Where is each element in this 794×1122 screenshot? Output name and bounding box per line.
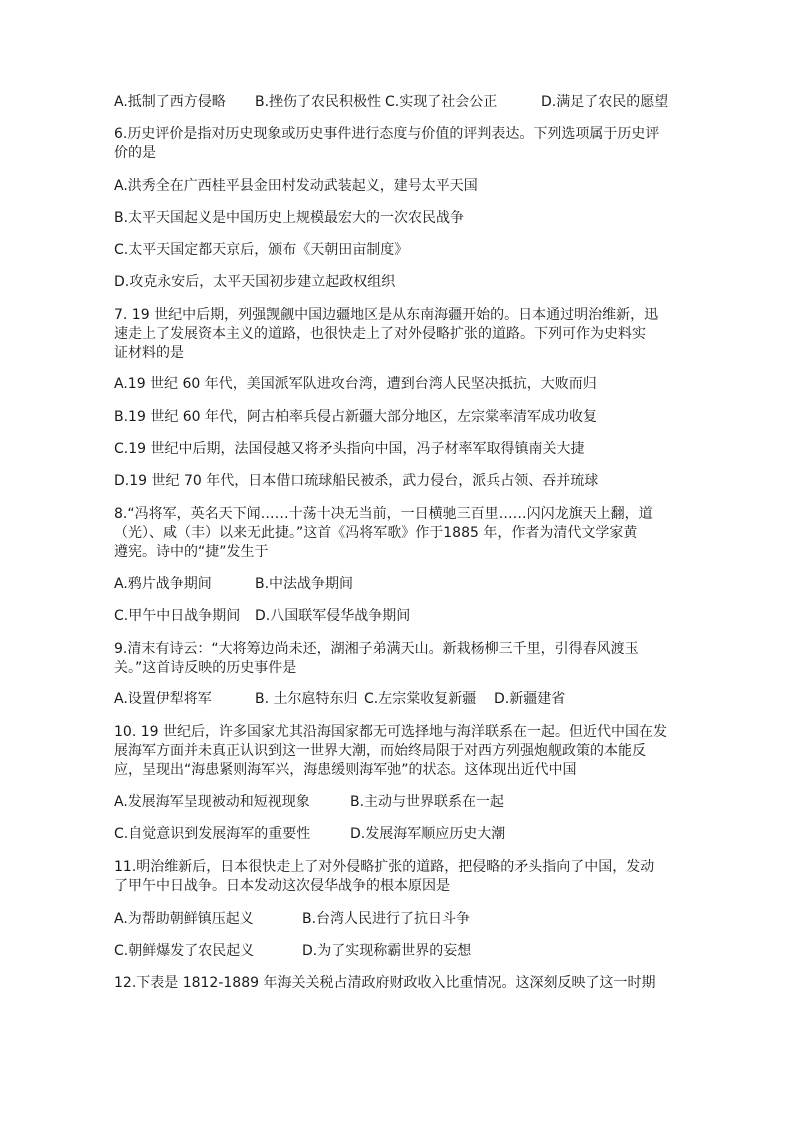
q6-stem-line-2: 价的是 [114,145,156,161]
q11-option-a[interactable]: A.为帮助朝鲜镇压起义 [114,911,254,927]
q10-stem-line-2: 展海军方面并未真正认识到这一世界大潮，而始终局限于对西方列强炮舰政策的本能反 [114,743,646,759]
q10-option-b[interactable]: B.主动与世界联系在一起 [350,794,505,810]
q9-stem-line-1: 9.清末有诗云：“大将筹边尚未还，湖湘子弟满天山。新栽杨柳三千里，引得春风渡玉 [114,641,639,657]
q6-option-c[interactable]: C.太平天国定都天京后，颁布《天朝田亩制度》 [114,242,409,258]
q7-stem-line-2: 速走上了发展资本主义的道路，也很快走上了对外侵略扩张的道路。下列可作为史料实 [114,326,646,342]
q11-option-b[interactable]: B.台湾人民进行了抗日斗争 [302,911,471,927]
q8-option-b[interactable]: B.中法战争期间 [255,576,354,592]
q7-stem-line-3: 证材料的是 [114,345,184,361]
q6-option-a[interactable]: A.洪秀全在广西桂平县金田村发动武装起义，建号太平天国 [114,178,478,194]
q7-option-c[interactable]: C.19 世纪中后期，法国侵越又将矛头指向中国，冯子材率军取得镇南关大捷 [114,441,585,457]
q5-option-d[interactable]: D.满足了农民的愿望 [541,94,669,110]
q7-stem-line-1: 7. 19 世纪中后期，列强觊觎中国边疆地区是从东南海疆开始的。日本通过明治维新，迅 [114,307,659,323]
q6-stem-line-1: 6.历史评价是指对历史现象或历史事件进行态度与价值的评判表达。下列选项属于历史评 [114,126,660,142]
q7-option-b[interactable]: B.19 世纪 60 年代，阿古柏率兵侵占新疆大部分地区，左宗棠率清军成功收复 [114,409,598,425]
q8-stem-line-2: （光）、咸（丰）以来无此捷。”这首《冯将军歌》作于1885 年，作者为清代文学家黄 [114,525,638,541]
q10-option-a[interactable]: A.发展海军呈现被动和短视现象 [114,794,310,810]
q8-option-c[interactable]: C.甲午中日战争期间 [114,608,241,624]
q11-stem-line-1: 11.明治维新后，日本很快走上了对外侵略扩张的道路，把侵略的矛头指向了中国，发动 [114,859,655,875]
q9-option-b[interactable]: B. 土尔扈特东归 [255,691,358,707]
q7-option-a[interactable]: A.19 世纪 60 年代，美国派军队进攻台湾，遭到台湾人民坚决抵抗，大败而归 [114,376,597,392]
q10-stem-line-3: 应，呈现出“海患紧则海军兴，海患缓则海军弛”的状态。这体现出近代中国 [114,762,577,778]
q5-option-b[interactable]: B.挫伤了农民积极性 [255,94,382,110]
q10-option-c[interactable]: C.自觉意识到发展海军的重要性 [114,826,311,842]
q10-option-d[interactable]: D.发展海军顺应历史大潮 [350,826,506,842]
q11-stem-line-2: 了甲午中日战争。日本发动这次侵华战争的根本原因是 [114,878,450,894]
q8-option-a[interactable]: A.鸦片战争期间 [114,576,212,592]
q9-stem-line-2: 关。”这首诗反映的历史事件是 [114,660,297,676]
q9-option-c[interactable]: C.左宗棠收复新疆 [364,691,477,707]
q10-stem-line-1: 10. 19 世纪后，许多国家尤其沿海国家都无可选择地与海洋联系在一起。但近代中国在发 [114,724,667,740]
q11-option-c[interactable]: C.朝鲜爆发了农民起义 [114,943,255,959]
q12-stem-line-1: 12.下表是 1812-1889 年海关关税占清政府财政收入比重情况。这深刻反映了这一时期 [114,975,656,991]
q7-option-d[interactable]: D.19 世纪 70 年代，日本借口琉球船民被杀，武力侵台，派兵占领、吞并琉球 [114,473,599,489]
q6-option-d[interactable]: D.攻克永安后，太平天国初步建立起政权组织 [114,274,396,290]
q11-option-d[interactable]: D.为了实现称霸世界的妄想 [302,943,472,959]
q8-stem-line-1: 8.“冯将军，英名天下闻……十荡十决无当前，一日横驰三百里……闪闪龙旗天上翻，道 [114,506,653,522]
q8-option-d[interactable]: D.八国联军侵华战争期间 [255,608,411,624]
q8-stem-line-3: 遵宪。诗中的“捷”发生于 [114,544,269,560]
q5-option-c[interactable]: C.实现了社会公正 [385,94,498,110]
q5-option-a[interactable]: A.抵制了西方侵略 [114,94,226,110]
q9-option-d[interactable]: D.新疆建省 [494,691,566,707]
q9-option-a[interactable]: A.设置伊犁将军 [114,691,212,707]
q6-option-b[interactable]: B.太平天国起义是中国历史上规模最宏大的一次农民战争 [114,210,465,226]
